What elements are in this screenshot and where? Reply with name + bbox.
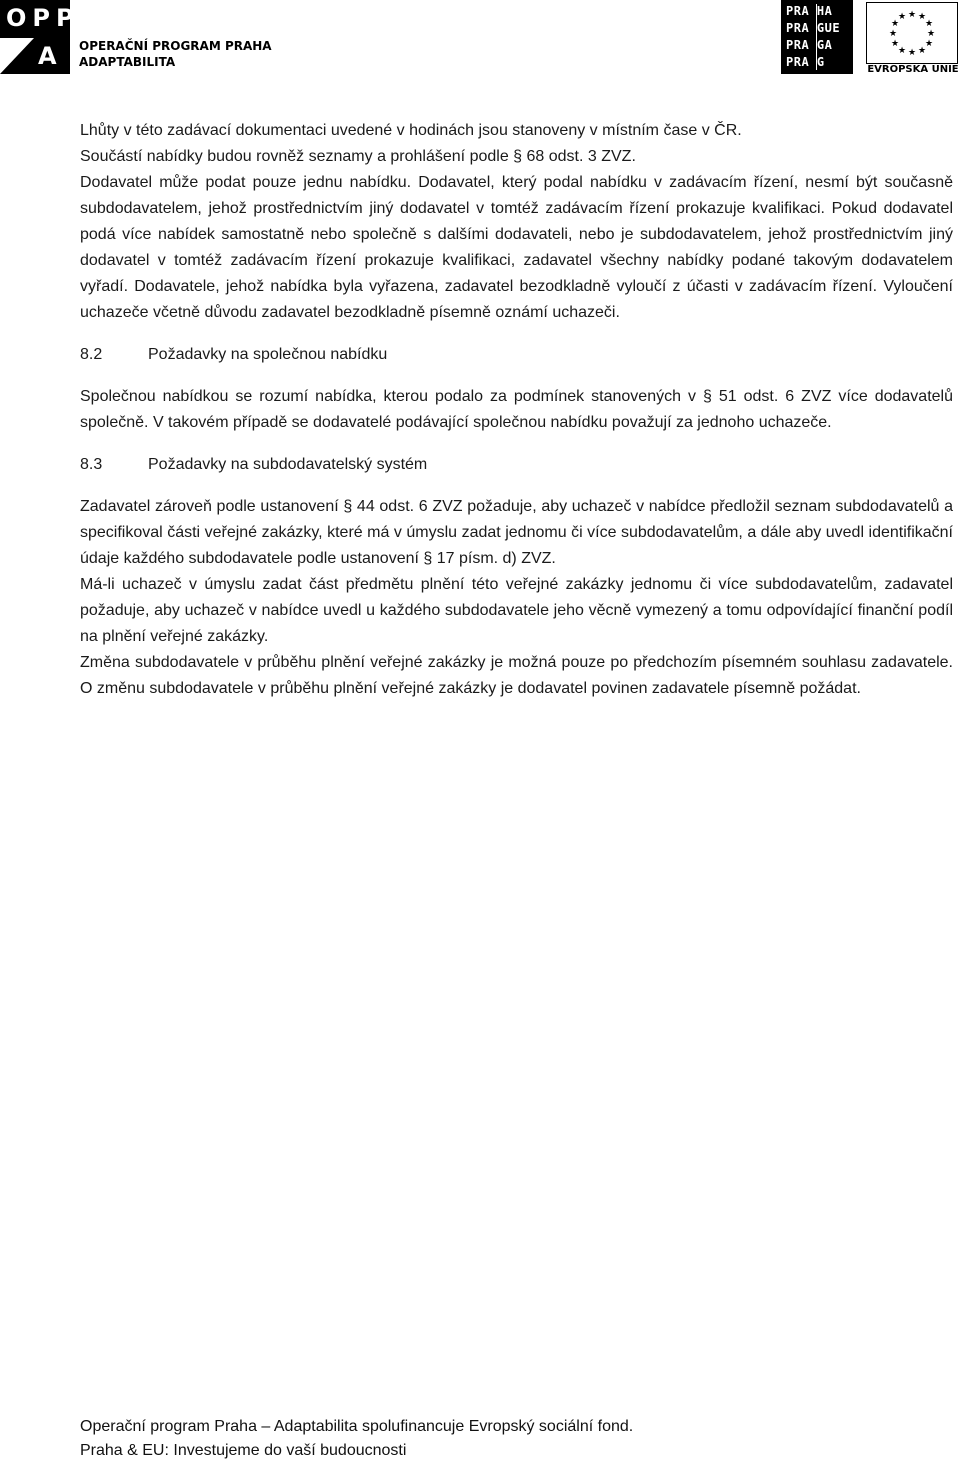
svg-text:★: ★ xyxy=(890,39,900,49)
svg-text:★: ★ xyxy=(924,39,934,49)
oppa-mark-line1: OPP xyxy=(6,4,80,32)
svg-text:★: ★ xyxy=(897,12,907,22)
praha-logo-row: PRA G xyxy=(786,55,825,69)
oppa-mark-line2: A xyxy=(38,42,57,70)
oppa-triangle-icon xyxy=(0,38,34,74)
eu-logo-label: EVROPSKÁ UNIE xyxy=(867,64,959,75)
oppa-name-line1: OPERAČNÍ PROGRAM PRAHA xyxy=(79,39,272,53)
paragraph: Má-li uchazeč v úmyslu zadat část předmětu plnění této veřejné zakázky jednomu či více subdodavatelům, zadavatel požaduje, aby uchazeč v nabídce uvedl u každého subdodavatele jeho věcně vymezený a tomu odpovídající finanční podíl na plnění veřejné zakázky. xyxy=(80,576,953,645)
oppa-name-line2: ADAPTABILITA xyxy=(79,55,176,69)
eu-stars-icon xyxy=(867,3,957,63)
praha-logo-row: PRA HA xyxy=(786,4,833,18)
eu-stars-flag-icon xyxy=(866,2,958,64)
eu-logo xyxy=(866,2,960,76)
oppa-logo-mark xyxy=(0,0,80,74)
paragraph: Dodavatel může podat pouze jednu nabídku. Dodavatel, který podal nabídku v zadávacím řízení, nesmí být současně subdodavatelem, jehož prostřednictvím jiný dodavatel v tomtéž zadávacím řízení prokazuje kvalifikaci. Pokud dodavatel podá více nabídek samostatně nebo společně s dalšími dodavateli, nebo je subdodavatelem, jehož prostřednictvím jiný dodavatel v tomtéž zadávacím řízení prokazuje kvalifikaci, zadavatel všechny nabídky podané takovým dodavatelem vyřadí. Dodavatele, jehož nabídka byla vyřazena, zadavatel bezodkladně vyloučí z účasti v zadávacím řízení. Vyloučení uchazeče včetně důvodu zadavatel bezodkladně písemně oznámí uchazeči. xyxy=(80,174,953,321)
section-heading-8-2 xyxy=(80,342,953,368)
section-title: Požadavky na společnou nabídku xyxy=(148,346,388,363)
paragraph: Zadavatel zároveň podle ustanovení § 44 odst. 6 ZVZ požaduje, aby uchazeč v nabídce předložil seznam subdodavatelů a specifikoval části veřejné zakázky, které má v úmyslu zadat jednomu či více subdodavatelům, a dále aby uvedl identifikační údaje každého subdodavatele podle ustanovení § 17 písm. d) ZVZ. xyxy=(80,498,953,567)
svg-text:★: ★ xyxy=(890,19,900,29)
svg-text:★: ★ xyxy=(917,12,927,22)
paragraph: Lhůty v této zadávací dokumentaci uvedené v hodinách jsou stanoveny v místním čase v ČR. xyxy=(80,122,742,139)
paragraph: Společnou nabídkou se rozumí nabídka, kterou podalo za podmínek stanovených v § 51 odst. 6 ZVZ více dodavatelů společně. V takovém případě se dodavatelé podávající společnou nabídku považují za jednoho uchazeče. xyxy=(80,388,953,431)
oppa-logo-text xyxy=(79,38,272,70)
svg-text:★: ★ xyxy=(888,29,898,39)
praha-logo-row: PRA GA xyxy=(786,38,833,52)
section-number: 8.2 xyxy=(80,346,103,363)
praha-logo xyxy=(781,0,853,74)
section-heading-8-3 xyxy=(80,452,953,478)
paragraph: Součástí nabídky budou rovněž seznamy a prohlášení podle § 68 odst. 3 ZVZ. xyxy=(80,148,636,165)
svg-text:★: ★ xyxy=(917,46,927,56)
footer-line: Operační program Praha – Adaptabilita spolufinancuje Evropský sociální fond. xyxy=(80,1418,634,1435)
footer-line: Praha & EU: Investujeme do vaší budoucnosti xyxy=(80,1442,407,1459)
section-number: 8.3 xyxy=(80,456,103,473)
praha-logo-row: PRA GUE xyxy=(786,21,841,35)
page-footer xyxy=(80,1415,633,1463)
svg-text:★: ★ xyxy=(907,48,917,58)
svg-text:★: ★ xyxy=(907,10,917,20)
svg-text:★: ★ xyxy=(924,19,934,29)
section-title: Požadavky na subdodavatelský systém xyxy=(148,456,428,473)
paragraph: Změna subdodavatele v průběhu plnění veřejné zakázky je možná pouze po předchozím písemném souhlasu zadavatele. O změnu subdodavatele v průběhu plnění veřejné zakázky je dodavatel povinen zadavatele písemně požádat. xyxy=(80,654,953,697)
document-body xyxy=(80,118,953,702)
svg-text:★: ★ xyxy=(926,29,936,39)
svg-text:★: ★ xyxy=(897,46,907,56)
